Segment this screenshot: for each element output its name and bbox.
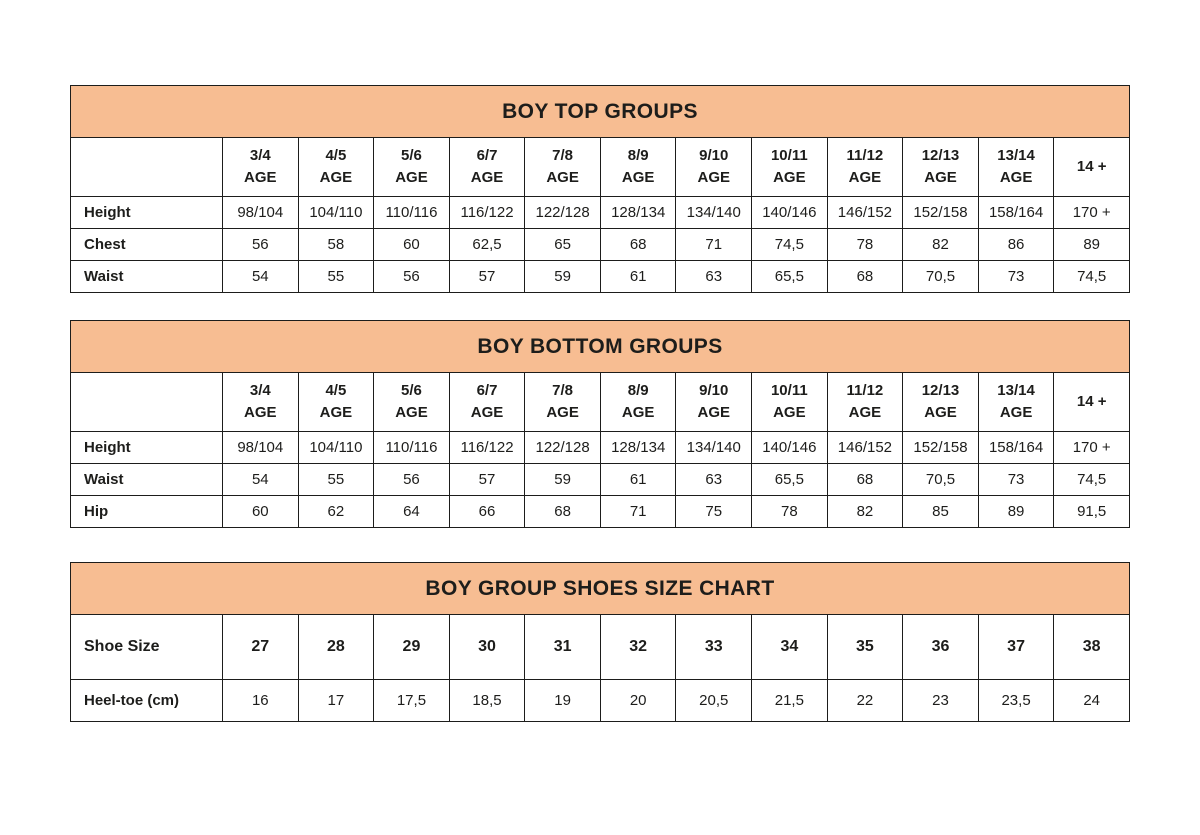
value-cell: 61: [600, 464, 676, 496]
column-header-cell: 13/14 AGE: [978, 138, 1054, 197]
value-cell: 158/164: [978, 197, 1054, 229]
value-cell: 89: [978, 496, 1054, 528]
data-row: [71, 496, 1130, 528]
value-cell: 65: [525, 229, 601, 261]
column-header-cell: 6/7 AGE: [449, 138, 525, 197]
value-cell: 73: [978, 464, 1054, 496]
column-header-cell: 34: [752, 615, 828, 680]
value-cell: 128/134: [600, 197, 676, 229]
column-header-cell: 14 +: [1054, 138, 1130, 197]
boy-top-groups-table: [70, 137, 1130, 293]
value-cell: 66: [449, 496, 525, 528]
column-header-cell: 35: [827, 615, 903, 680]
boy-top-groups-title: BOY TOP GROUPS: [70, 85, 1130, 137]
value-cell: 24: [1054, 680, 1130, 722]
data-row: [71, 197, 1130, 229]
boy-bottom-groups-table: [70, 372, 1130, 528]
column-header-cell: 12/13 AGE: [903, 138, 979, 197]
column-header-cell: 33: [676, 615, 752, 680]
value-cell: 68: [827, 261, 903, 293]
value-cell: 16: [223, 680, 299, 722]
value-cell: 73: [978, 261, 1054, 293]
value-cell: 70,5: [903, 261, 979, 293]
column-header-cell: 7/8 AGE: [525, 138, 601, 197]
value-cell: 122/128: [525, 197, 601, 229]
value-cell: 82: [903, 229, 979, 261]
column-header-cell: 28: [298, 615, 374, 680]
row-label-cell: Waist: [71, 464, 223, 496]
value-cell: 23,5: [978, 680, 1054, 722]
value-cell: 74,5: [752, 229, 828, 261]
column-header-cell: 7/8 AGE: [525, 373, 601, 432]
data-row: [71, 680, 1130, 722]
value-cell: 134/140: [676, 432, 752, 464]
value-cell: 55: [298, 464, 374, 496]
column-header-cell: 38: [1054, 615, 1130, 680]
value-cell: 110/116: [374, 432, 450, 464]
value-cell: 146/152: [827, 197, 903, 229]
value-cell: 59: [525, 261, 601, 293]
value-cell: 63: [676, 464, 752, 496]
value-cell: 158/164: [978, 432, 1054, 464]
value-cell: 91,5: [1054, 496, 1130, 528]
value-cell: 104/110: [298, 432, 374, 464]
value-cell: 170 +: [1054, 197, 1130, 229]
value-cell: 57: [449, 464, 525, 496]
value-cell: 20,5: [676, 680, 752, 722]
row-label-cell: Waist: [71, 261, 223, 293]
column-header-cell: 36: [903, 615, 979, 680]
value-cell: 152/158: [903, 197, 979, 229]
column-header-cell: 12/13 AGE: [903, 373, 979, 432]
value-cell: 54: [223, 464, 299, 496]
value-cell: 17,5: [374, 680, 450, 722]
column-header-cell: 8/9 AGE: [600, 138, 676, 197]
value-cell: 110/116: [374, 197, 450, 229]
column-header-cell: 5/6 AGE: [374, 138, 450, 197]
value-cell: 89: [1054, 229, 1130, 261]
value-cell: 54: [223, 261, 299, 293]
value-cell: 17: [298, 680, 374, 722]
row-label-cell: Height: [71, 197, 223, 229]
column-header-row: [71, 138, 1130, 197]
column-header-cell: 37: [978, 615, 1054, 680]
column-header-cell: 6/7 AGE: [449, 373, 525, 432]
column-header-cell: 14 +: [1054, 373, 1130, 432]
value-cell: 68: [827, 464, 903, 496]
value-cell: 60: [223, 496, 299, 528]
value-cell: 78: [752, 496, 828, 528]
value-cell: 59: [525, 464, 601, 496]
column-header-cell: 30: [449, 615, 525, 680]
data-row: [71, 261, 1130, 293]
value-cell: 71: [600, 496, 676, 528]
value-cell: 64: [374, 496, 450, 528]
value-cell: 60: [374, 229, 450, 261]
column-header-cell: 4/5 AGE: [298, 373, 374, 432]
row-label-cell: Chest: [71, 229, 223, 261]
column-header-cell: 29: [374, 615, 450, 680]
value-cell: 134/140: [676, 197, 752, 229]
boy-bottom-groups-title: BOY BOTTOM GROUPS: [70, 320, 1130, 372]
value-cell: 20: [600, 680, 676, 722]
value-cell: 86: [978, 229, 1054, 261]
column-header-cell: 11/12 AGE: [827, 138, 903, 197]
header-row-label-cell: [71, 373, 223, 432]
value-cell: 62: [298, 496, 374, 528]
column-header-cell: 9/10 AGE: [676, 373, 752, 432]
column-header-cell: 10/11 AGE: [752, 138, 828, 197]
boy-shoes-size-table: [70, 614, 1130, 722]
row-label-cell: Hip: [71, 496, 223, 528]
value-cell: 55: [298, 261, 374, 293]
value-cell: 56: [223, 229, 299, 261]
row-label-cell: Heel-toe (cm): [71, 680, 223, 722]
value-cell: 68: [600, 229, 676, 261]
value-cell: 140/146: [752, 197, 828, 229]
column-header-cell: 27: [223, 615, 299, 680]
value-cell: 71: [676, 229, 752, 261]
value-cell: 19: [525, 680, 601, 722]
value-cell: 56: [374, 464, 450, 496]
value-cell: 74,5: [1054, 261, 1130, 293]
value-cell: 58: [298, 229, 374, 261]
value-cell: 152/158: [903, 432, 979, 464]
value-cell: 82: [827, 496, 903, 528]
column-header-row: [71, 615, 1130, 680]
column-header-cell: 3/4 AGE: [223, 138, 299, 197]
header-row-label-cell: Shoe Size: [71, 615, 223, 680]
value-cell: 63: [676, 261, 752, 293]
value-cell: 128/134: [600, 432, 676, 464]
column-header-cell: 13/14 AGE: [978, 373, 1054, 432]
column-header-cell: 9/10 AGE: [676, 138, 752, 197]
boy-shoes-size-section: [70, 562, 1130, 722]
column-header-cell: 3/4 AGE: [223, 373, 299, 432]
value-cell: 74,5: [1054, 464, 1130, 496]
value-cell: 70,5: [903, 464, 979, 496]
value-cell: 116/122: [449, 432, 525, 464]
header-row-label-cell: [71, 138, 223, 197]
value-cell: 122/128: [525, 432, 601, 464]
value-cell: 98/104: [223, 197, 299, 229]
row-label-cell: Height: [71, 432, 223, 464]
value-cell: 61: [600, 261, 676, 293]
value-cell: 56: [374, 261, 450, 293]
value-cell: 65,5: [752, 261, 828, 293]
column-header-cell: 5/6 AGE: [374, 373, 450, 432]
data-row: [71, 229, 1130, 261]
value-cell: 65,5: [752, 464, 828, 496]
column-header-cell: 4/5 AGE: [298, 138, 374, 197]
column-header-cell: 8/9 AGE: [600, 373, 676, 432]
value-cell: 78: [827, 229, 903, 261]
value-cell: 85: [903, 496, 979, 528]
value-cell: 75: [676, 496, 752, 528]
value-cell: 146/152: [827, 432, 903, 464]
value-cell: 104/110: [298, 197, 374, 229]
data-row: [71, 464, 1130, 496]
boy-shoes-size-title: BOY GROUP SHOES SIZE CHART: [70, 562, 1130, 614]
value-cell: 170 +: [1054, 432, 1130, 464]
column-header-cell: 10/11 AGE: [752, 373, 828, 432]
column-header-cell: 31: [525, 615, 601, 680]
column-header-row: [71, 373, 1130, 432]
value-cell: 140/146: [752, 432, 828, 464]
boy-top-groups-section: [70, 85, 1130, 293]
boy-bottom-groups-section: [70, 320, 1130, 528]
value-cell: 23: [903, 680, 979, 722]
value-cell: 18,5: [449, 680, 525, 722]
value-cell: 98/104: [223, 432, 299, 464]
value-cell: 57: [449, 261, 525, 293]
value-cell: 21,5: [752, 680, 828, 722]
column-header-cell: 32: [600, 615, 676, 680]
value-cell: 22: [827, 680, 903, 722]
value-cell: 62,5: [449, 229, 525, 261]
data-row: [71, 432, 1130, 464]
value-cell: 68: [525, 496, 601, 528]
value-cell: 116/122: [449, 197, 525, 229]
column-header-cell: 11/12 AGE: [827, 373, 903, 432]
